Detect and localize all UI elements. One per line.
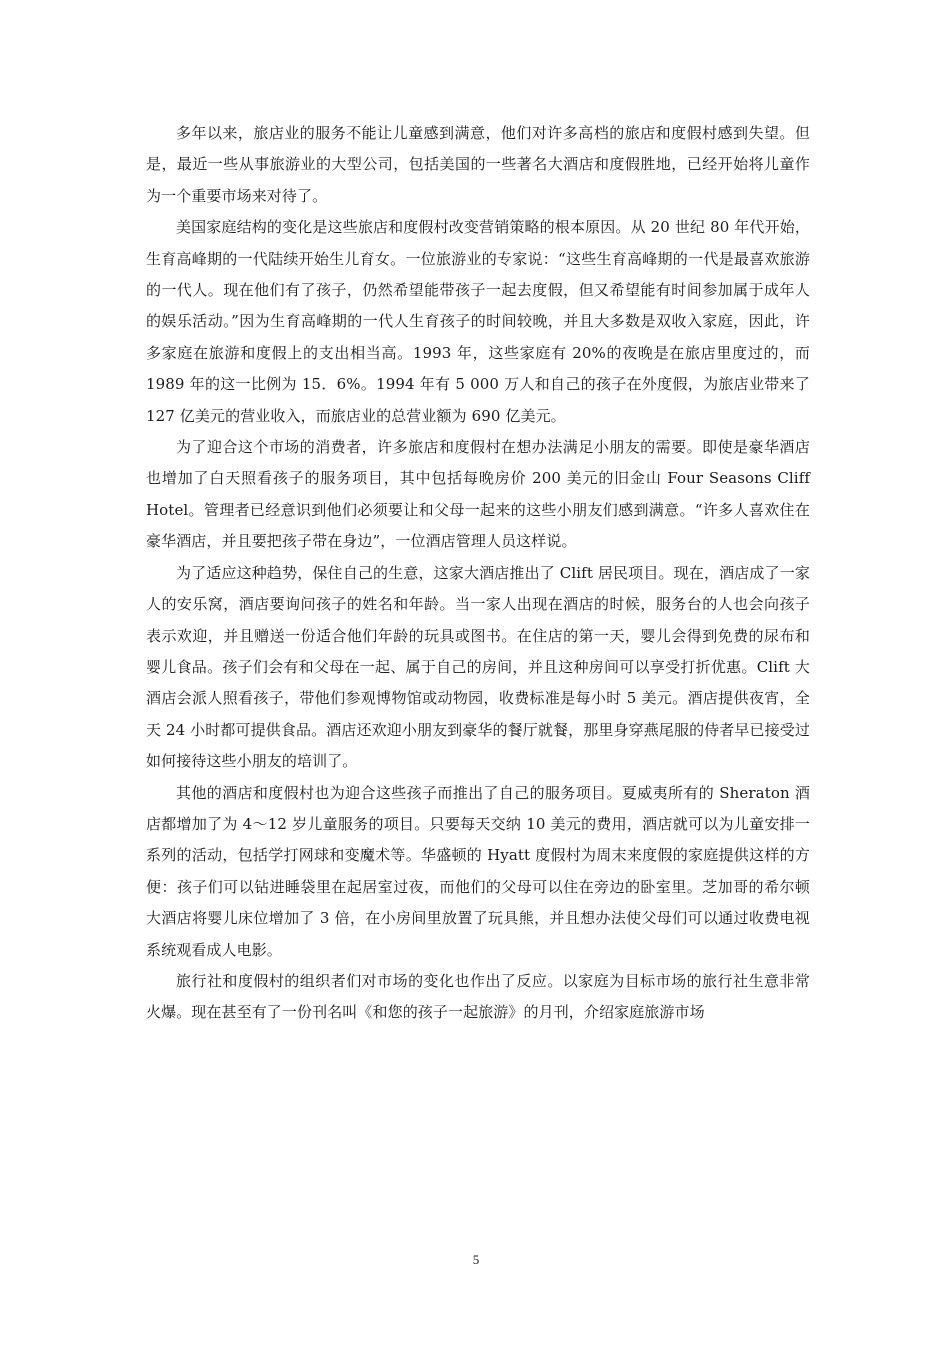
paragraph-1: 多年以来，旅店业的服务不能让儿童感到满意，他们对许多高档的旅店和度假村感到失望。但是，最近一些从事旅游业的大型公司，包括美国的一些著名大酒店和度假胜地，已经开始将儿童作为一个重要市场来对待了。	[146, 124, 810, 205]
paragraph-6: 旅行社和度假村的组织者们对市场的变化也作出了反应。以家庭为目标市场的旅行社生意非常火爆。现在甚至有了一份刊名叫《和您的孩子一起旅游》的月刊，介绍家庭旅游市场	[146, 971, 810, 1022]
document-body	[146, 118, 810, 1029]
paragraph-4: 为了适应这种趋势，保住自己的生意，这家大酒店推出了 Clift 居民项目。现在，酒店成了一家人的安乐窝，酒店要询问孩子的姓名和年龄。当一家人出现在酒店的时候，服务台的人也会向孩子表示欢迎，并且赠送一份适合他们年龄的玩具或图书。在住店的第一天，婴儿会得到免费的尿布和婴儿食品。孩子们会有和父母在一起、属于自己的房间，并且这种房间可以享受打折优惠。Clift 大酒店会派人照看孩子，带他们参观博物馆或动物园，收费标准是每小时 5 美元。酒店提供夜宵，全天 24 小时都可提供食品。酒店还欢迎小朋友到豪华的餐厅就餐，那里身穿燕尾服的侍者早已接受过如何接待这些小朋友的培训了。	[146, 563, 810, 771]
paragraph-5: 其他的酒店和度假村也为迎合这些孩子而推出了自己的服务项目。夏威夷所有的 Sheraton 酒店都增加了为 4～12 岁儿童服务的项目。只要每天交纳 10 美元的费用，酒店就可以为儿童安排一系列的活动，包括学打网球和变魔术等。华盛顿的 Hyatt 度假村为周末来度假的家庭提供这样的方便：孩子们可以钻进睡袋里在起居室过夜，而他们的父母可以住在旁边的卧室里。芝加哥的希尔顿大酒店将婴儿床位增加了 3 倍，在小房间里放置了玩具熊，并且想办法使父母们可以通过收费电视系统观看成人电影。	[146, 783, 810, 959]
paragraph-2: 美国家庭结构的变化是这些旅店和度假村改变营销策略的根本原因。从 20 世纪 80 年代开始，生育高峰期的一代陆续开始生儿育女。一位旅游业的专家说：“这些生育高峰期的一代是最喜欢旅游的一代人。现在他们有了孩子，仍然希望能带孩子一起去度假，但又希望能有时间参加属于成年人的娱乐活动。”因为生育高峰期的一代人生育孩子的时间较晚，并且大多数是双收入家庭，因此，许多家庭在旅游和度假上的支出相当高。1993 年，这些家庭有 20%的夜晚是在旅店里度过的，而 1989 年的这一比例为 15．6%。1994 年有 5 000 万人和自己的孩子在外度假，为旅店业带来了 127 亿美元的营业收入，而旅店业的总营业额为 690 亿美元。	[146, 218, 810, 425]
page-number: 5	[472, 1252, 480, 1267]
paragraph-3: 为了迎合这个市场的消费者，许多旅店和度假村在想办法满足小朋友的需要。即使是豪华酒店也增加了白天照看孩子的服务项目，其中包括每晚房价 200 美元的旧金山 Four Seasons Cliff Hotel。管理者已经意识到他们必须要让和父母一起来的这些小朋友们感到满意。“许多人喜欢住在豪华酒店，并且要把孩子带在身边”，一位酒店管理人员这样说。	[146, 438, 810, 551]
